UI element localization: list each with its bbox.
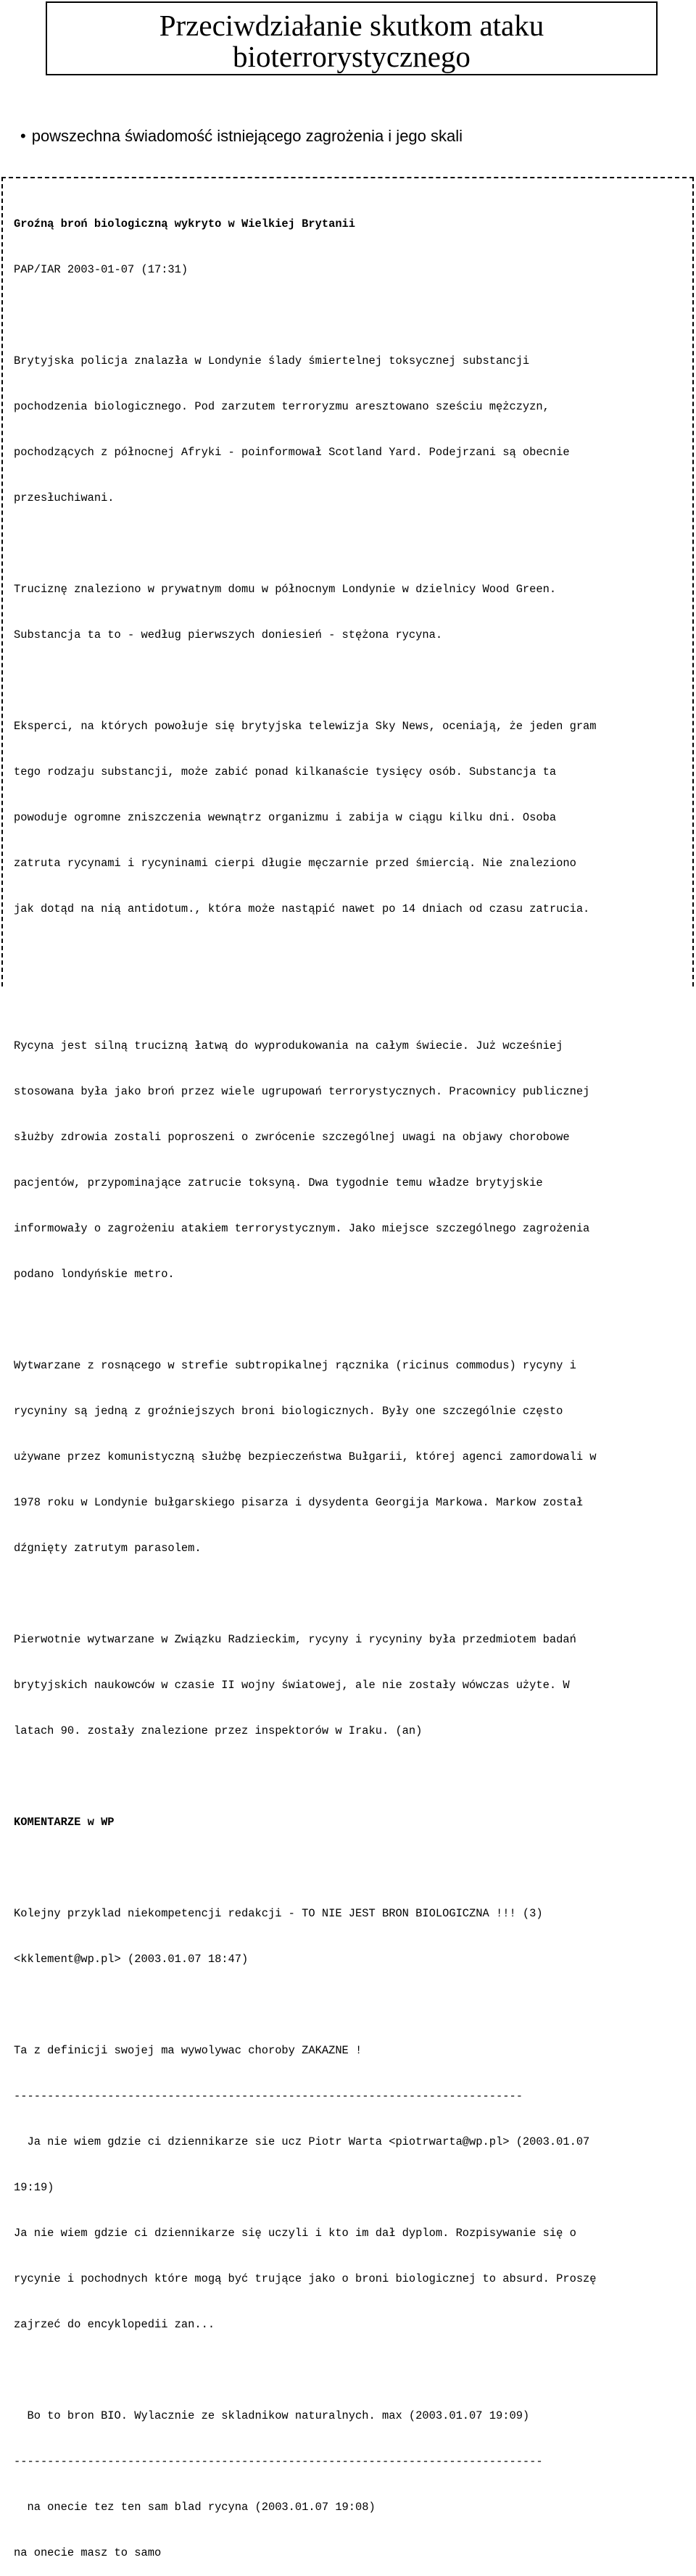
paragraph-line: Substancja ta to - według pierwszych doniesień - stężona rycyna. (14, 628, 443, 641)
paragraph-line: pacjentów, przypominające zatrucie toksyną. Dwa tygodnie temu władze brytyjskie (14, 1176, 543, 1189)
paragraph-line: Rycyna jest silną trucizną łatwą do wyprodukowania na całym świecie. Już wcześniej (14, 1039, 563, 1052)
paragraph-line: używane przez komunistyczną służbę bezpieczeństwa Bułgarii, której agenci zamordowali w (14, 1450, 597, 1463)
paragraph-line: przesłuchiwani. (14, 491, 115, 504)
paragraph-line: powoduje ogromne zniszczenia wewnątrz organizmu i zabija w ciągu kilku dni. Osoba (14, 811, 557, 824)
paragraph-line: jak dotąd na nią antidotum., która może nastąpić nawet po 14 dniach od czasu zatrucia. (14, 902, 590, 915)
comment-line: Ja nie wiem gdzie ci dziennikarze sie ucz Piotr Warta <piotrwarta@wp.pl> (2003.01.07 (14, 2135, 590, 2148)
article-source: PAP/IAR 2003-01-07 (17:31) (14, 263, 188, 276)
paragraph-line: dźgnięty zatrutym parasolem. (14, 1542, 202, 1555)
paragraph-line: latach 90. zostały znalezione przez inspektorów w Iraku. (an) (14, 1724, 423, 1737)
paragraph-line: Wytwarzane z rosnącego w strefie subtropikalnej rącznika (ricinus commodus) rycyny i (14, 1359, 576, 1372)
article-body (14, 186, 688, 2576)
paragraph-line: Truciznę znaleziono w prywatnym domu w północnym Londynie w dzielnicy Wood Green. (14, 583, 557, 596)
comment-separator: ------------------------------------------------------------------------------- (14, 2455, 543, 2468)
paragraph-line: rycyniny są jedną z groźniejszych broni biologicznych. Były one szczególnie często (14, 1405, 563, 1418)
paragraph-line: służby zdrowia zostali poproszeni o zwrócenie szczególnej uwagi na objawy chorobowe (14, 1131, 570, 1144)
bullet-point (20, 125, 463, 147)
paragraph-line: pochodzenia biologicznego. Pod zarzutem terroryzmu aresztowano sześciu mężczyzn, (14, 400, 550, 413)
comment-line: zajrzeć do encyklopedii zan... (14, 2318, 215, 2331)
comment-line: na onecie masz to samo (14, 2546, 162, 2559)
paragraph-line: pochodzących z północnej Afryki - poinformował Scotland Yard. Podejrzani są obecnie (14, 446, 570, 459)
bullet-icon: • (20, 127, 26, 145)
paragraph-line: Brytyjska policja znalazła w Londynie ślady śmiertelnej toksycznej substancji (14, 354, 530, 367)
paragraph-line: podano londyńskie metro. (14, 1268, 175, 1281)
comment-line: <kklement@wp.pl> (2003.01.07 18:47) (14, 1953, 249, 1966)
title-line-2: bioterrorystycznego (233, 40, 471, 73)
bullet-text: powszechna świadomość istniejącego zagrożenia i jego skali (31, 127, 463, 145)
comments-heading: KOMENTARZE w WP (14, 1816, 115, 1829)
comment-line: Ta z definicji swojej ma wywolywac choroby ZAKAZNE ! (14, 2044, 362, 2057)
title-line-1: Przeciwdziałanie skutkom ataku (159, 9, 544, 42)
paragraph-line: brytyjskich naukowców w czasie II wojny światowej, ale nie zostały wówczas użyte. W (14, 1679, 570, 1692)
comment-line: na onecie tez ten sam blad rycyna (2003.01.07 19:08) (14, 2501, 376, 2514)
comment-line: Kolejny przyklad niekompetencji redakcji - TO NIE JEST BRON BIOLOGICZNA !!! (3) (14, 1907, 543, 1920)
paragraph-line: Eksperci, na których powołuje się brytyjska telewizja Sky News, oceniają, że jeden gram (14, 720, 597, 733)
comment-line: 19:19) (14, 2181, 54, 2194)
paragraph-line: tego rodzaju substancji, może zabić ponad kilkanaście tysięcy osób. Substancja ta (14, 765, 557, 778)
paragraph-line: 1978 roku w Londynie bułgarskiego pisarza i dysydenta Georgija Markowa. Markow został (14, 1496, 584, 1509)
paragraph-line: informowały o zagrożeniu atakiem terrorystycznym. Jako miejsce szczególnego zagrożenia (14, 1222, 590, 1235)
paragraph-line: stosowana była jako broń przez wiele ugrupowań terrorystycznych. Pracownicy publicznej (14, 1085, 590, 1098)
paragraph-line: Pierwotnie wytwarzane w Związku Radzieckim, rycyny i rycyniny była przedmiotem badań (14, 1633, 576, 1646)
article-headline: Groźną broń biologiczną wykryto w Wielkiej Brytanii (14, 217, 356, 230)
comment-separator: ---------------------------------------------------------------------------- (14, 2090, 523, 2103)
paragraph-line: zatruta rycynami i rycyninami cierpi długie męczarnie przed śmiercią. Nie znaleziono (14, 857, 576, 870)
comment-line: Bo to bron BIO. Wylacznie ze skladnikow naturalnych. max (2003.01.07 19:09) (14, 2409, 530, 2422)
document-title (46, 1, 658, 75)
comment-line: rycynie i pochodnych które mogą być trujące jako o broni biologicznej to absurd. Proszę (14, 2272, 597, 2285)
comment-line: Ja nie wiem gdzie ci dziennikarze się uczyli i kto im dał dyplom. Rozpisywanie się o (14, 2227, 576, 2240)
